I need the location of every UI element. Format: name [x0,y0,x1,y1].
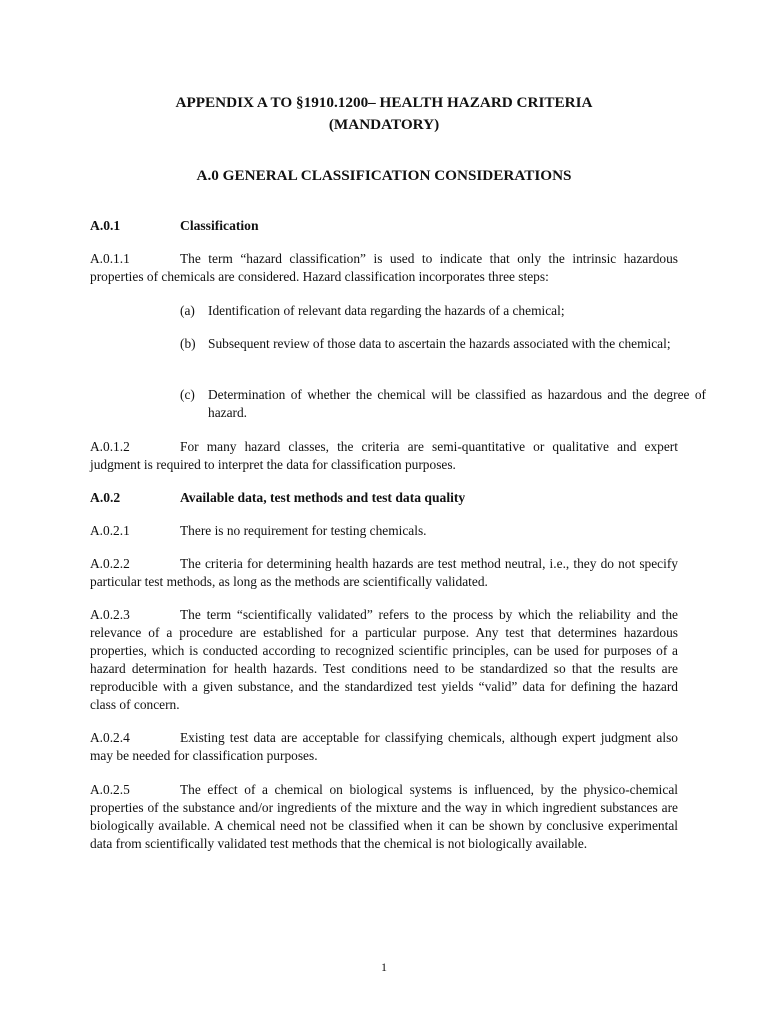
list-item-c [180,386,706,422]
list-item-label: (b) [180,336,196,351]
paragraph-number: A.0.1.1 [90,251,130,266]
document-title-line1: APPENDIX A TO §1910.1200– HEALTH HAZARD CRITERIA [175,94,593,111]
list-item-a [180,302,706,320]
paragraph-text: The effect of a chemical on biological systems is influenced, by the physico-chemical properties of the substance and/or ingredients of the mixture and the way in which ingredient substances are biologically available. A chemical need not be classified when it can be shown by conclusive experimental data from scientifically validated test methods that the chemical is not biologically available. [90,782,678,851]
list-item-text: Subsequent review of those data to ascertain the hazards associated with the chemical; [208,336,671,351]
paragraph-text: For many hazard classes, the criteria are semi-quantitative or qualitative and expert judgment is required to interpret the data for classification purposes. [90,439,678,472]
document-title-line2: (MANDATORY) [328,116,440,133]
page-number: 1 [381,960,387,974]
section-title: A.0 GENERAL CLASSIFICATION CONSIDERATIONS [196,167,572,184]
paragraph-number: A.0.2.3 [90,607,130,622]
heading-text: Classification [180,218,259,233]
paragraph-a023 [90,606,678,714]
paragraph-number: A.0.1.2 [90,439,130,454]
paragraph-number: A.0.2.1 [90,523,130,538]
paragraph-text: Existing test data are acceptable for classifying chemicals, although expert judgment also may be needed for classification purposes. [90,730,678,763]
heading-a02 [90,489,678,507]
paragraph-number: A.0.2.2 [90,556,130,571]
paragraph-a024 [90,729,678,765]
paragraph-text: The term “hazard classification” is used to indicate that only the intrinsic hazardous properties of chemicals are considered. Hazard classification incorporates three steps: [90,251,678,284]
list-item-text: Determination of whether the chemical will be classified as hazardous and the degree of hazard. [208,387,706,420]
list-item-label: (c) [180,387,195,402]
paragraph-text: There is no requirement for testing chemicals. [180,523,427,538]
paragraph-a012 [90,438,678,474]
paragraph-a021 [90,522,678,540]
paragraph-a011 [90,250,678,286]
paragraph-a022 [90,555,678,591]
paragraph-a025 [90,781,678,853]
heading-text: Available data, test methods and test data quality [180,490,466,505]
list-item-label: (a) [180,303,195,318]
heading-number: A.0.1 [90,218,121,233]
heading-number: A.0.2 [90,490,121,505]
list-item-b [180,335,706,353]
list-item-text: Identification of relevant data regarding the hazards of a chemical; [208,303,565,318]
paragraph-number: A.0.2.5 [90,782,130,797]
heading-a01 [90,217,678,235]
paragraph-text: The criteria for determining health hazards are test method neutral, i.e., they do not specify particular test methods, as long as the methods are scientifically validated. [90,556,678,589]
paragraph-number: A.0.2.4 [90,730,130,745]
document-page [90,0,706,1024]
paragraph-text: The term “scientifically validated” refers to the process by which the reliability and the relevance of a procedure are established for a particular purpose. Any test that determines hazardous properties, which is conducted according to recognized scientific principles, can be used for purposes of a hazard determination for health hazards. Test conditions need to be standardized so that the results are reproducible with a given substance, and the standardized test yields “valid” data for defining the hazard class of concern. [90,607,678,712]
